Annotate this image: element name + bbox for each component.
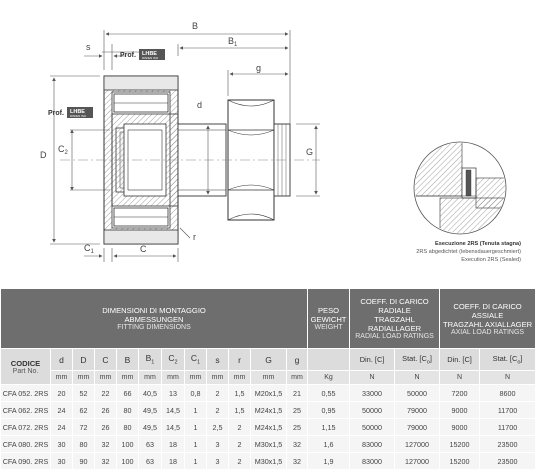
value-cell: 79000 (395, 402, 440, 419)
dim-label-r: r (193, 232, 196, 242)
value-cell: 26 (95, 402, 117, 419)
value-cell: 11700 (480, 402, 535, 419)
execution-de: 2RS abgedichtet (lebensdauergeschmiert) (416, 249, 521, 255)
value-cell: 32 (287, 453, 308, 470)
value-cell: 3 (207, 453, 229, 470)
value-cell: 100 (117, 453, 139, 470)
unit-cell: mm (51, 371, 73, 385)
table-row (1, 436, 535, 453)
value-cell: 80 (117, 419, 139, 436)
unit-cell: mm (139, 371, 162, 385)
value-cell: 127000 (395, 453, 440, 470)
dim-label-B1: $B_1$ (228, 36, 238, 48)
value-cell: 7200 (440, 385, 480, 402)
value-cell: 14,5 (162, 402, 185, 419)
symbol-header (229, 349, 251, 371)
value-cell: 1 (185, 436, 207, 453)
value-cell: 127000 (395, 436, 440, 453)
load-symbol-stat_r (395, 349, 440, 371)
svg-text:LHBE: LHBE (142, 51, 157, 57)
value-cell: 80 (117, 402, 139, 419)
value-cell: 0,55 (308, 385, 350, 402)
load-symbol-stat_a (480, 349, 535, 371)
unit-cell: Kg (308, 371, 350, 385)
value-cell: 21 (287, 385, 308, 402)
unit-cell: mm (287, 371, 308, 385)
load-symbol-close: ] (429, 353, 432, 363)
value-cell: 66 (117, 385, 139, 402)
value-cell: 72 (73, 419, 95, 436)
unit-cell: N (480, 371, 535, 385)
symbol-header (287, 349, 308, 371)
dim-label-B: B (192, 21, 199, 31)
value-cell: 33000 (350, 385, 395, 402)
value-cell: 9000 (440, 419, 480, 436)
seal-detail-circle (414, 140, 535, 238)
svg-text:DIN/EN ISO: DIN/EN ISO (142, 56, 159, 60)
value-cell: M30x1,5 (251, 436, 287, 453)
value-cell: 2,5 (207, 419, 229, 436)
value-cell: 50000 (395, 385, 440, 402)
symbol-subscript: 1 (197, 359, 201, 366)
svg-text:Prof.: Prof. (48, 110, 64, 117)
value-cell: 63 (139, 453, 162, 470)
value-cell: 24 (51, 402, 73, 419)
symbol-header (73, 349, 95, 371)
value-cell: 49,5 (139, 402, 162, 419)
value-cell: 79000 (395, 419, 440, 436)
load-symbol-close: ] (520, 353, 523, 363)
axial-header: COEFF. DI CARICO ASSIALE TRAGZAHL AXIALLAGER AXIAL LOAD RATINGS (440, 289, 535, 349)
symbol-header (139, 349, 162, 371)
value-cell: 0,95 (308, 402, 350, 419)
value-cell: 40,5 (139, 385, 162, 402)
dim-label-g: g (256, 63, 262, 73)
value-cell: 1,5 (229, 402, 251, 419)
dim-label-C1: $C_1$ (84, 243, 94, 255)
value-cell: 22 (95, 385, 117, 402)
weight-header: PESO GEWICHT WEIGHT (308, 289, 350, 349)
value-cell: 83000 (350, 436, 395, 453)
symbol-main: G (265, 354, 272, 365)
value-cell: 25 (287, 419, 308, 436)
profile-label-top (102, 49, 165, 60)
value-cell: 20 (51, 385, 73, 402)
unit-cell: mm (185, 371, 207, 385)
symbol-main: C (168, 353, 175, 364)
value-cell: 1,15 (308, 419, 350, 436)
value-cell: 2 (229, 436, 251, 453)
weight-symbol (308, 349, 350, 371)
unit-cell: N (395, 371, 440, 385)
svg-text:Prof.: Prof. (120, 52, 136, 59)
value-cell: 11700 (480, 419, 535, 436)
value-cell: 32 (287, 436, 308, 453)
unit-cell: N (350, 371, 395, 385)
svg-text:LHBE: LHBE (70, 109, 85, 115)
symbol-main: g (294, 354, 300, 365)
value-cell: 80 (73, 436, 95, 453)
value-cell: 63 (139, 436, 162, 453)
symbol-header (117, 349, 139, 371)
value-cell: M20x1,5 (251, 385, 287, 402)
dim-label-D: D (40, 150, 47, 160)
value-cell: 1,9 (308, 453, 350, 470)
load-symbol-text: Stat. [C (402, 353, 427, 363)
symbol-header (207, 349, 229, 371)
value-cell: 15200 (440, 453, 480, 470)
symbol-header (251, 349, 287, 371)
part-code-cell: CFA 090. 2RS (1, 453, 51, 470)
value-cell: 2 (207, 385, 229, 402)
symbol-row (1, 349, 535, 371)
unit-cell: mm (117, 371, 139, 385)
value-cell: 30 (51, 453, 73, 470)
value-cell: 14,5 (162, 419, 185, 436)
value-cell: 2 (229, 453, 251, 470)
value-cell: 3 (207, 436, 229, 453)
dim-label-d: d (197, 100, 203, 110)
value-cell: 1 (185, 402, 207, 419)
value-cell: 1 (185, 453, 207, 470)
value-cell: 52 (73, 385, 95, 402)
table-row (1, 385, 535, 402)
dim-label-s: s (86, 42, 91, 52)
value-cell: 50000 (350, 402, 395, 419)
value-cell: 18 (162, 436, 185, 453)
unit-cell: mm (229, 371, 251, 385)
value-cell: 8600 (480, 385, 535, 402)
symbol-main: B (124, 354, 131, 365)
symbol-main: r (238, 354, 241, 365)
unit-cell: mm (207, 371, 229, 385)
value-cell: 30 (51, 436, 73, 453)
value-cell: 13 (162, 385, 185, 402)
table-row (1, 453, 535, 470)
symbol-main: C (190, 353, 198, 364)
dim-label-C2: $C_2$ (58, 144, 68, 156)
unit-cell: mm (162, 371, 185, 385)
symbol-header (162, 349, 185, 371)
symbol-header (51, 349, 73, 371)
load-symbol-text: Stat. [C (492, 353, 518, 363)
value-cell: 2 (207, 402, 229, 419)
profile-label-left (48, 107, 93, 118)
value-cell: 1 (185, 419, 207, 436)
unit-row (1, 371, 535, 385)
specification-table (0, 288, 535, 470)
dim-label-C: C (140, 244, 147, 254)
symbol-header (185, 349, 207, 371)
value-cell: M30x1,5 (251, 453, 287, 470)
symbol-header (95, 349, 117, 371)
dim-label-G: G (306, 147, 314, 157)
value-cell: 25 (287, 402, 308, 419)
load-symbol-dyn_r (350, 349, 395, 371)
value-cell: 24 (51, 419, 73, 436)
unit-cell: mm (251, 371, 287, 385)
unit-cell: N (440, 371, 480, 385)
value-cell: 100 (117, 436, 139, 453)
part-code-cell: CFA 080. 2RS (1, 436, 51, 453)
symbol-main: D (80, 354, 87, 365)
load-symbol-text: Din. [C] (447, 355, 472, 364)
symbol-subscript: 2 (174, 359, 178, 366)
execution-note (416, 240, 521, 264)
table-row (1, 402, 535, 419)
dim-header: DIMENSIONI DI MONTAGGIO ABMESSUNGEN FITTING DIMENSIONS (1, 289, 308, 349)
part-code-cell: CFA 072. 2RS (1, 419, 51, 436)
execution-en: Execution 2RS (Sealed) (461, 257, 521, 263)
svg-text:DIN/EN ISO: DIN/EN ISO (70, 114, 87, 118)
value-cell: 90 (73, 453, 95, 470)
execution-title: Esecuzione 2RS (Tenuta stagna) (435, 241, 521, 247)
unit-cell: mm (95, 371, 117, 385)
part-code-cell: CFA 052. 2RS (1, 385, 51, 402)
value-cell: 62 (73, 402, 95, 419)
value-cell: 83000 (350, 453, 395, 470)
load-symbol-subscript: o (426, 359, 430, 366)
value-cell: 26 (95, 419, 117, 436)
value-cell: 32 (95, 436, 117, 453)
load-symbol-dyn_a (440, 349, 480, 371)
value-cell: 32 (95, 453, 117, 470)
part-code-cell: CFA 062. 2RS (1, 402, 51, 419)
table-row (1, 419, 535, 436)
value-cell: 49,5 (139, 419, 162, 436)
table-body (1, 385, 535, 470)
code-header: CODICE Part No. (1, 349, 51, 385)
load-symbol-subscript: o (517, 359, 521, 366)
symbol-subscript: 1 (151, 359, 155, 366)
table-header-row (1, 289, 535, 349)
value-cell: 1,6 (308, 436, 350, 453)
value-cell: 18 (162, 453, 185, 470)
symbol-main: C (102, 354, 109, 365)
symbol-main: s (215, 354, 220, 365)
value-cell: 50000 (350, 419, 395, 436)
value-cell: 1,5 (229, 385, 251, 402)
value-cell: 0,8 (185, 385, 207, 402)
symbol-main: B (145, 353, 152, 364)
value-cell: 23500 (480, 436, 535, 453)
load-symbol-text: Din. [C] (359, 355, 385, 364)
value-cell: 15200 (440, 436, 480, 453)
value-cell: 23500 (480, 453, 535, 470)
value-cell: M24x1,5 (251, 402, 287, 419)
value-cell: 9000 (440, 402, 480, 419)
symbol-main: d (59, 354, 64, 365)
value-cell: M24x1,5 (251, 419, 287, 436)
radial-header: COEFF. DI CARICO RADIALE TRAGZAHL RADIALLAGER RADIAL LOAD RATINGS (350, 289, 440, 349)
value-cell: 2 (229, 419, 251, 436)
unit-cell: mm (73, 371, 95, 385)
